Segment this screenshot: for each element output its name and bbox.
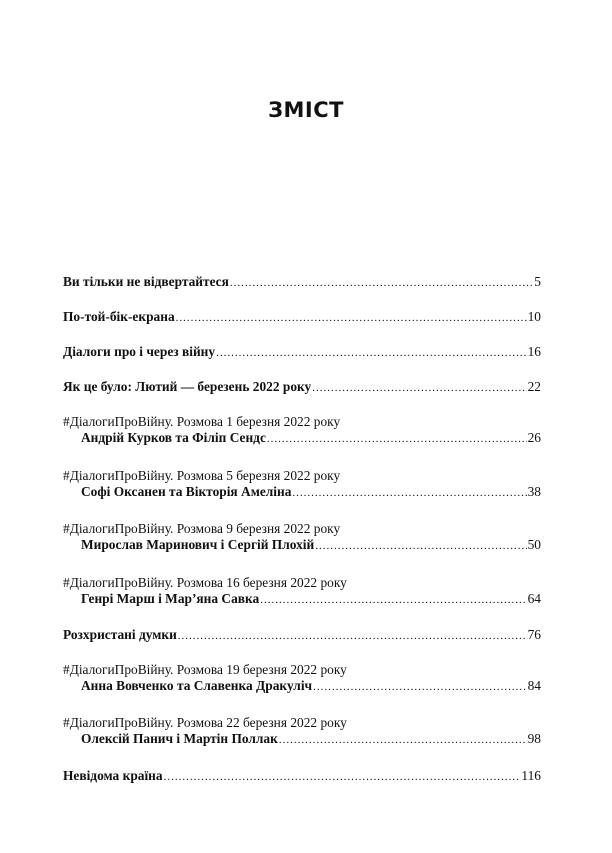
toc-entry [63, 274, 541, 291]
toc-page-number: 50 [527, 537, 541, 552]
toc-subheading: #ДіалогиПроВійну. Розмова 19 березня 2022 року [63, 662, 347, 677]
toc-entry [63, 768, 541, 785]
toc-page-number: 76 [527, 627, 541, 642]
toc-page-number: 5 [534, 274, 541, 289]
dot-leader [178, 628, 527, 644]
toc-entry [63, 662, 541, 695]
toc-line [63, 309, 541, 326]
toc-line [63, 731, 541, 748]
toc-line [63, 379, 541, 396]
toc-subheading: #ДіалогиПроВійну. Розмова 1 березня 2022 року [63, 414, 341, 429]
toc-title: Мирослав Маринович і Сергій Плохій [81, 537, 315, 552]
toc-page-number: 64 [527, 591, 541, 606]
dot-leader [164, 769, 521, 785]
toc-page-number: 98 [527, 731, 541, 746]
toc-line [63, 768, 541, 785]
toc-line [63, 344, 541, 361]
toc-entry [63, 379, 541, 396]
toc-page-number: 26 [527, 430, 541, 445]
toc-subheading: #ДіалогиПроВійну. Розмова 9 березня 2022 року [63, 521, 341, 536]
toc-line [63, 274, 541, 291]
page-title: ЗМІСТ [268, 98, 344, 122]
toc-title: По-той-бік-екрана [63, 309, 175, 324]
dot-leader [230, 275, 533, 291]
toc-subheading: #ДіалогиПроВійну. Розмова 5 березня 2022 року [63, 468, 341, 483]
toc-entry [63, 627, 541, 644]
toc-page-number: 116 [521, 768, 541, 783]
toc-title: Софі Оксанен та Вікторія Амеліна [81, 484, 292, 499]
dot-leader [312, 380, 526, 396]
toc-entry [63, 575, 541, 608]
dot-leader [313, 679, 527, 695]
toc-title: Розхристані думки [63, 627, 177, 642]
toc-line [63, 484, 541, 501]
toc-entry [63, 309, 541, 326]
toc-title: Як це було: Лютий — березень 2022 року [63, 379, 312, 394]
toc-title: Невідома країна [63, 768, 163, 783]
dot-leader [267, 431, 527, 447]
toc-subheading: #ДіалогиПроВійну. Розмова 22 березня 2022 року [63, 715, 347, 730]
toc-title: Ви тільки не відвертайтеся [63, 274, 229, 289]
toc-subheading: #ДіалогиПроВійну. Розмова 16 березня 2022 року [63, 575, 347, 590]
toc-title: Генрі Марш і Мар’яна Савка [81, 591, 260, 606]
dot-leader [279, 732, 527, 748]
toc-title: Діалоги про і через війну [63, 344, 216, 359]
toc-page-number: 16 [527, 344, 541, 359]
dot-leader [176, 310, 527, 326]
toc-entry [63, 715, 541, 748]
toc-page-number: 22 [527, 379, 541, 394]
toc-title: Анна Вовченко та Славенка Дракуліч [81, 678, 313, 693]
dot-leader [292, 485, 526, 501]
dot-leader [260, 592, 526, 608]
toc-line [63, 627, 541, 644]
toc-entry [63, 521, 541, 554]
toc-entry [63, 344, 541, 361]
toc-entry [63, 414, 541, 447]
dot-leader [315, 538, 526, 554]
toc-line [63, 591, 541, 608]
toc-title: Андрій Курков та Філіп Сендс [81, 430, 266, 445]
toc-entry [63, 468, 541, 501]
toc-title: Олексій Панич і Мартін Поллак [81, 731, 278, 746]
toc-page-number: 38 [527, 484, 541, 499]
dot-leader [216, 345, 527, 361]
toc-line [63, 678, 541, 695]
toc-line [63, 537, 541, 554]
toc-page-number: 84 [527, 678, 541, 693]
toc-line [63, 430, 541, 447]
toc-page-number: 10 [527, 309, 541, 324]
